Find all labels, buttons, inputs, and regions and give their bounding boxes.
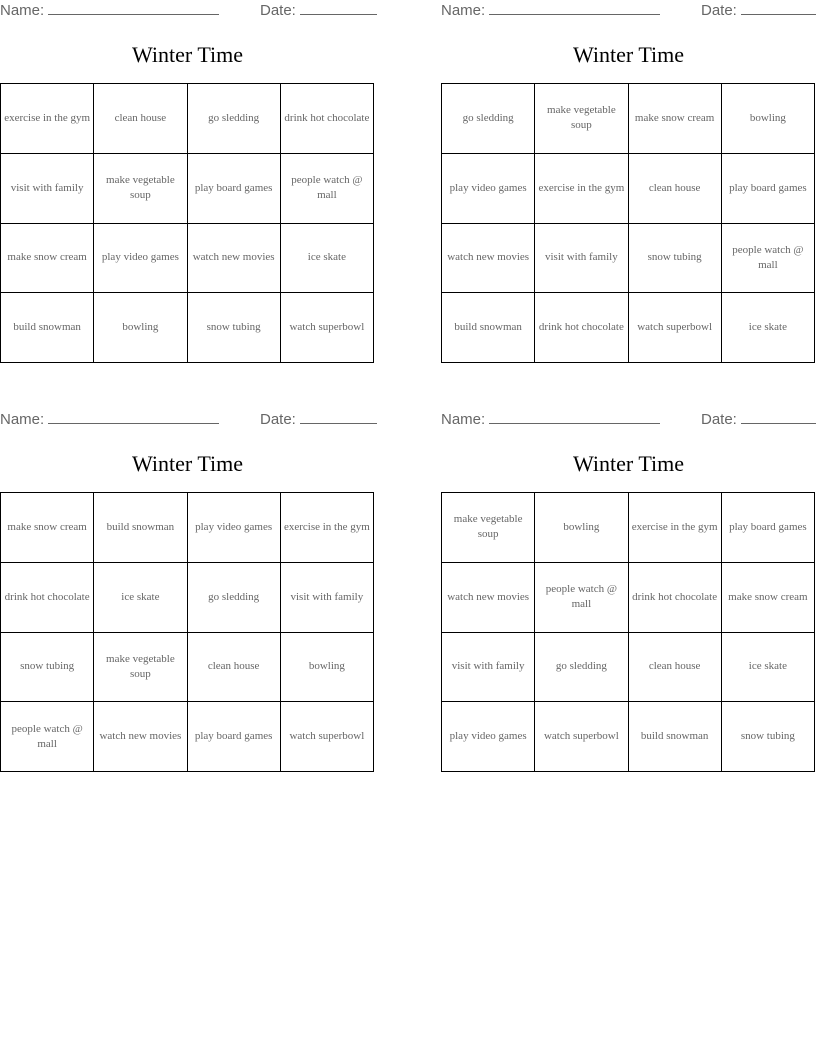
bingo-card: [441, 0, 816, 365]
card-header: [0, 409, 375, 431]
grid-cell: clean house: [628, 153, 721, 223]
grid-row: [1, 293, 374, 363]
grid-cell: clean house: [628, 632, 721, 702]
bingo-grid: [0, 492, 374, 772]
grid-cell: watch new movies: [187, 223, 280, 293]
grid-cell: build snowman: [1, 293, 94, 363]
grid-row: [1, 562, 374, 632]
grid-cell: play board games: [721, 153, 814, 223]
grid-cell: watch superbowl: [628, 293, 721, 363]
grid-cell: drink hot chocolate: [1, 562, 94, 632]
name-label: Name:: [441, 2, 486, 19]
grid-cell: bowling: [94, 293, 187, 363]
date-field: [260, 2, 377, 19]
name-label: Name:: [0, 2, 45, 19]
grid-cell: watch new movies: [442, 562, 535, 632]
grid-cell: snow tubing: [187, 293, 280, 363]
grid-cell: build snowman: [442, 293, 535, 363]
grid-cell: make vegetable soup: [94, 632, 187, 702]
grid-cell: watch new movies: [442, 223, 535, 293]
name-field: [0, 2, 219, 19]
grid-cell: ice skate: [721, 632, 814, 702]
grid-cell: build snowman: [628, 702, 721, 772]
grid-cell: snow tubing: [628, 223, 721, 293]
grid-cell: go sledding: [187, 562, 280, 632]
date-field: [701, 411, 816, 428]
bingo-card: [0, 0, 375, 365]
grid-row: [442, 632, 815, 702]
grid-cell: ice skate: [721, 293, 814, 363]
grid-cell: clean house: [94, 84, 187, 154]
date-field: [701, 2, 816, 19]
card-title: Winter Time: [132, 42, 243, 67]
grid-cell: play board games: [187, 153, 280, 223]
grid-row: [1, 702, 374, 772]
grid-row: [442, 562, 815, 632]
grid-cell: people watch @ mall: [721, 223, 814, 293]
grid-cell: make vegetable soup: [442, 493, 535, 563]
name-blank-line: [489, 411, 660, 424]
grid-row: [442, 293, 815, 363]
name-label: Name:: [0, 411, 45, 428]
date-blank-line: [300, 2, 377, 15]
grid-row: [1, 223, 374, 293]
card-header: [0, 0, 375, 22]
grid-cell: drink hot chocolate: [280, 84, 373, 154]
date-blank-line: [741, 2, 816, 15]
grid-cell: exercise in the gym: [280, 493, 373, 563]
grid-cell: go sledding: [442, 84, 535, 154]
grid-cell: make snow cream: [1, 493, 94, 563]
card-header: [441, 409, 816, 431]
grid-row: [1, 153, 374, 223]
grid-row: [442, 153, 815, 223]
name-blank-line: [48, 2, 219, 15]
card-title: Winter Time: [132, 451, 243, 476]
grid-row: [1, 493, 374, 563]
bingo-grid: [441, 83, 815, 363]
grid-cell: bowling: [280, 632, 373, 702]
grid-cell: clean house: [187, 632, 280, 702]
grid-cell: ice skate: [280, 223, 373, 293]
name-field: [441, 2, 660, 19]
date-blank-line: [300, 411, 377, 424]
date-label: Date:: [701, 2, 737, 19]
grid-row: [1, 84, 374, 154]
bingo-card: [441, 409, 816, 774]
name-field: [0, 411, 219, 428]
grid-cell: play video games: [442, 153, 535, 223]
grid-cell: play board games: [721, 493, 814, 563]
grid-cell: bowling: [535, 493, 628, 563]
grid-cell: go sledding: [187, 84, 280, 154]
bingo-grid: [441, 492, 815, 772]
grid-cell: visit with family: [1, 153, 94, 223]
grid-cell: exercise in the gym: [535, 153, 628, 223]
grid-cell: people watch @ mall: [535, 562, 628, 632]
grid-cell: people watch @ mall: [1, 702, 94, 772]
grid-cell: play video games: [442, 702, 535, 772]
grid-cell: watch superbowl: [280, 293, 373, 363]
grid-row: [442, 84, 815, 154]
card-header: [441, 0, 816, 22]
grid-cell: people watch @ mall: [280, 153, 373, 223]
grid-cell: make snow cream: [628, 84, 721, 154]
grid-cell: go sledding: [535, 632, 628, 702]
grid-cell: visit with family: [280, 562, 373, 632]
grid-cell: make snow cream: [1, 223, 94, 293]
card-title: Winter Time: [573, 42, 684, 67]
bingo-grid: [0, 83, 374, 363]
grid-cell: play video games: [187, 493, 280, 563]
date-label: Date:: [260, 411, 296, 428]
grid-cell: make vegetable soup: [535, 84, 628, 154]
name-blank-line: [489, 2, 660, 15]
grid-cell: exercise in the gym: [1, 84, 94, 154]
grid-cell: make snow cream: [721, 562, 814, 632]
grid-cell: visit with family: [535, 223, 628, 293]
grid-cell: exercise in the gym: [628, 493, 721, 563]
date-blank-line: [741, 411, 816, 424]
name-field: [441, 411, 660, 428]
grid-cell: ice skate: [94, 562, 187, 632]
grid-cell: build snowman: [94, 493, 187, 563]
grid-cell: watch superbowl: [535, 702, 628, 772]
grid-row: [442, 493, 815, 563]
date-label: Date:: [260, 2, 296, 19]
grid-cell: play video games: [94, 223, 187, 293]
grid-cell: drink hot chocolate: [535, 293, 628, 363]
date-label: Date:: [701, 411, 737, 428]
bingo-card: [0, 409, 375, 774]
date-field: [260, 411, 377, 428]
name-label: Name:: [441, 411, 486, 428]
grid-cell: snow tubing: [1, 632, 94, 702]
grid-row: [442, 223, 815, 293]
grid-cell: visit with family: [442, 632, 535, 702]
grid-cell: drink hot chocolate: [628, 562, 721, 632]
grid-cell: make vegetable soup: [94, 153, 187, 223]
name-blank-line: [48, 411, 219, 424]
grid-cell: bowling: [721, 84, 814, 154]
grid-row: [1, 632, 374, 702]
card-title: Winter Time: [573, 451, 684, 476]
grid-cell: play board games: [187, 702, 280, 772]
grid-cell: watch superbowl: [280, 702, 373, 772]
grid-row: [442, 702, 815, 772]
grid-cell: watch new movies: [94, 702, 187, 772]
grid-cell: snow tubing: [721, 702, 814, 772]
